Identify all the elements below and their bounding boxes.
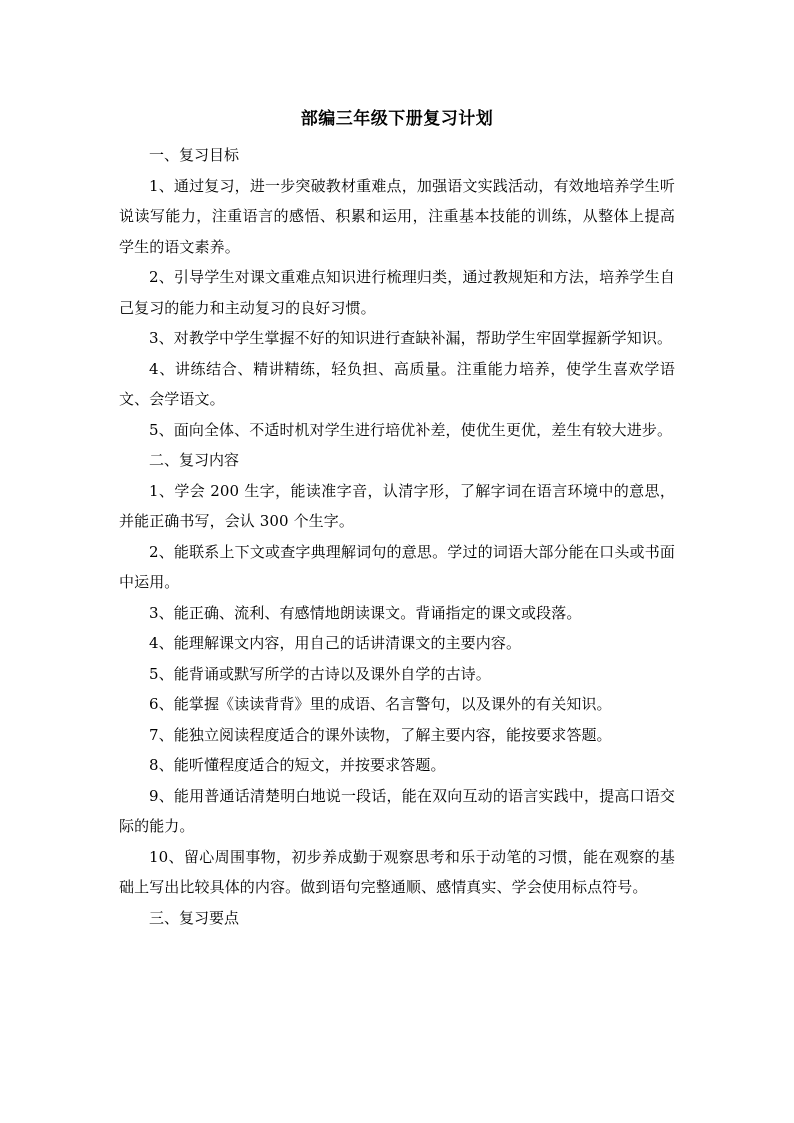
goal-item: 4、讲练结合、精讲精练，轻负担、高质量。注重能力培养，使学生喜欢学语文、会学语文。 <box>119 359 675 408</box>
content-item: 1、学会 200 生字，能读准字音，认清字形，了解字词在语言环境中的意思，并能正确书写，会认 300 个生字。 <box>119 481 675 530</box>
content-item: 9、能用普通话清楚明白地说一段话，能在双向互动的语言实践中，提高口语交际的能力。 <box>119 786 675 835</box>
section-heading-review-goals: 一、复习目标 <box>149 146 240 164</box>
content-item: 6、能掌握《读读背背》里的成语、名言警句，以及课外的有关知识。 <box>149 695 612 713</box>
goal-item: 5、面向全体、不适时机对学生进行培优补差，使优生更优，差生有较大进步。 <box>149 420 673 439</box>
goal-item: 2、引导学生对课文重难点知识进行梳理归类，通过教规矩和方法，培养学生自己复习的能力和主动复习的良好习惯。 <box>119 268 675 317</box>
document-body <box>119 140 675 933</box>
content-item: 2、能联系上下文或查字典理解词句的意思。学过的词语大部分能在口头或书面中运用。 <box>119 542 675 591</box>
content-item: 5、能背诵或默写所学的古诗以及课外自学的古诗。 <box>149 664 491 683</box>
document-title: 部编三年级下册复习计划 <box>300 109 494 129</box>
goal-item: 1、通过复习，进一步突破教材重难点，加强语文实践活动，有效地培养学生听说读写能力，注重语言的感悟、积累和运用，注重基本技能的训练，从整体上提高学生的语文素养。 <box>119 176 675 256</box>
content-item: 3、能正确、流利、有感情地朗读课文。背诵指定的课文或段落。 <box>149 603 582 622</box>
section-heading-review-points: 三、复习要点 <box>149 908 240 927</box>
goal-item: 3、对教学中学生掌握不好的知识进行查缺补漏，帮助学生牢固掌握新学知识。 <box>149 329 673 347</box>
section-heading-review-content: 二、复习内容 <box>149 451 240 469</box>
content-item: 10、留心周围事物，初步养成勤于观察思考和乐于动笔的习惯，能在观察的基础上写出比较具体的内容。做到语句完整通顺、感情真实、学会使用标点符号。 <box>119 847 675 896</box>
content-item: 7、能独立阅读程度适合的课外读物，了解主要内容，能按要求答题。 <box>149 725 612 744</box>
content-item: 8、能听懂程度适合的短文，并按要求答题。 <box>149 756 446 774</box>
content-item: 4、能理解课文内容，用自己的话讲清课文的主要内容。 <box>149 634 522 652</box>
